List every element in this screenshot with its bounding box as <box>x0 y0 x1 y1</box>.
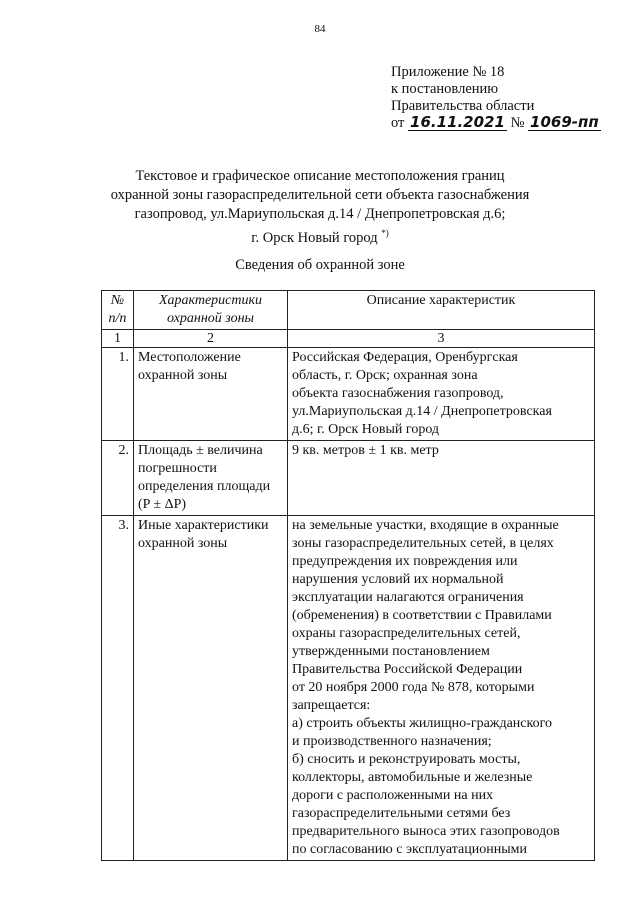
handwritten-number: 1069-пп <box>530 113 599 131</box>
column-number: 3 <box>288 330 595 348</box>
number-prefix: № <box>510 115 525 131</box>
footnote-mark: *) <box>381 228 389 238</box>
appendix-line-1: Приложение № 18 <box>391 64 505 80</box>
date-prefix: от <box>391 115 405 131</box>
row-description: Российская Федерация, Оренбургская область, г. Орск; охранная зона объекта газоснабжения газопровод, ул.Мариупольская д.14 / Днепропетровская д.6; г. Орск Новый город <box>288 348 595 441</box>
column-number-row <box>102 330 595 348</box>
document-title <box>0 167 640 248</box>
header-number: № п/п <box>102 291 134 330</box>
row-number: 2. <box>102 441 134 516</box>
table-row <box>102 441 595 516</box>
table-row <box>102 348 595 441</box>
page-number: 84 <box>314 23 326 35</box>
header-characteristic: Характеристики охранной зоны <box>134 291 288 330</box>
table-row <box>102 516 595 861</box>
row-characteristic: Площадь ± величина погрешности определения площади (P ± ΔP) <box>134 441 288 516</box>
zone-info-table <box>101 290 595 861</box>
row-description: 9 кв. метров ± 1 кв. метр <box>288 441 595 516</box>
header-description: Описание характеристик <box>288 291 595 330</box>
row-characteristic: Местоположение охранной зоны <box>134 348 288 441</box>
appendix-date-line <box>391 115 601 132</box>
appendix-line-3: Правительства области <box>391 98 535 114</box>
appendix-block <box>391 64 601 132</box>
column-number: 2 <box>134 330 288 348</box>
title-line-4: г. Орск Новый город <box>251 229 378 246</box>
row-description: на земельные участки, входящие в охранные зоны газораспределительных сетей, в целях предупреждения их повреждения или нарушения условий их нормальной эксплуатации налагаются ограничения (обременения) в соответствии с Правилами охраны газораспределительных сетей, утвержденными постановлением Правительства Российской Федерации от 20 ноября 2000 года № 878, которыми запрещается: а) строить объекты жилищно-гражданского и производственного назначения; б) сносить и реконструировать мосты, коллекторы, автомобильные и железные дороги с расположенными на них газораспределительными сетями без предварительного выноса этих газопроводов по согласованию с эксплуатационными <box>288 516 595 861</box>
table-header-row <box>102 291 595 330</box>
row-number: 1. <box>102 348 134 441</box>
title-line-4-wrap <box>0 224 640 248</box>
handwritten-date: 16.11.2021 <box>410 113 505 131</box>
section-subtitle: Сведения об охранной зоне <box>235 257 405 273</box>
appendix-line-2: к постановлению <box>391 81 499 97</box>
row-characteristic: Иные характеристики охранной зоны <box>134 516 288 861</box>
title-line-1: Текстовое и графическое описание местоположения границ <box>135 168 505 184</box>
row-number: 3. <box>102 516 134 861</box>
column-number: 1 <box>102 330 134 348</box>
title-line-3: газопровод, ул.Мариупольская д.14 / Днепропетровская д.6; <box>134 206 506 222</box>
title-line-2: охранной зоны газораспределительной сети объекта газоснабжения <box>110 187 530 203</box>
